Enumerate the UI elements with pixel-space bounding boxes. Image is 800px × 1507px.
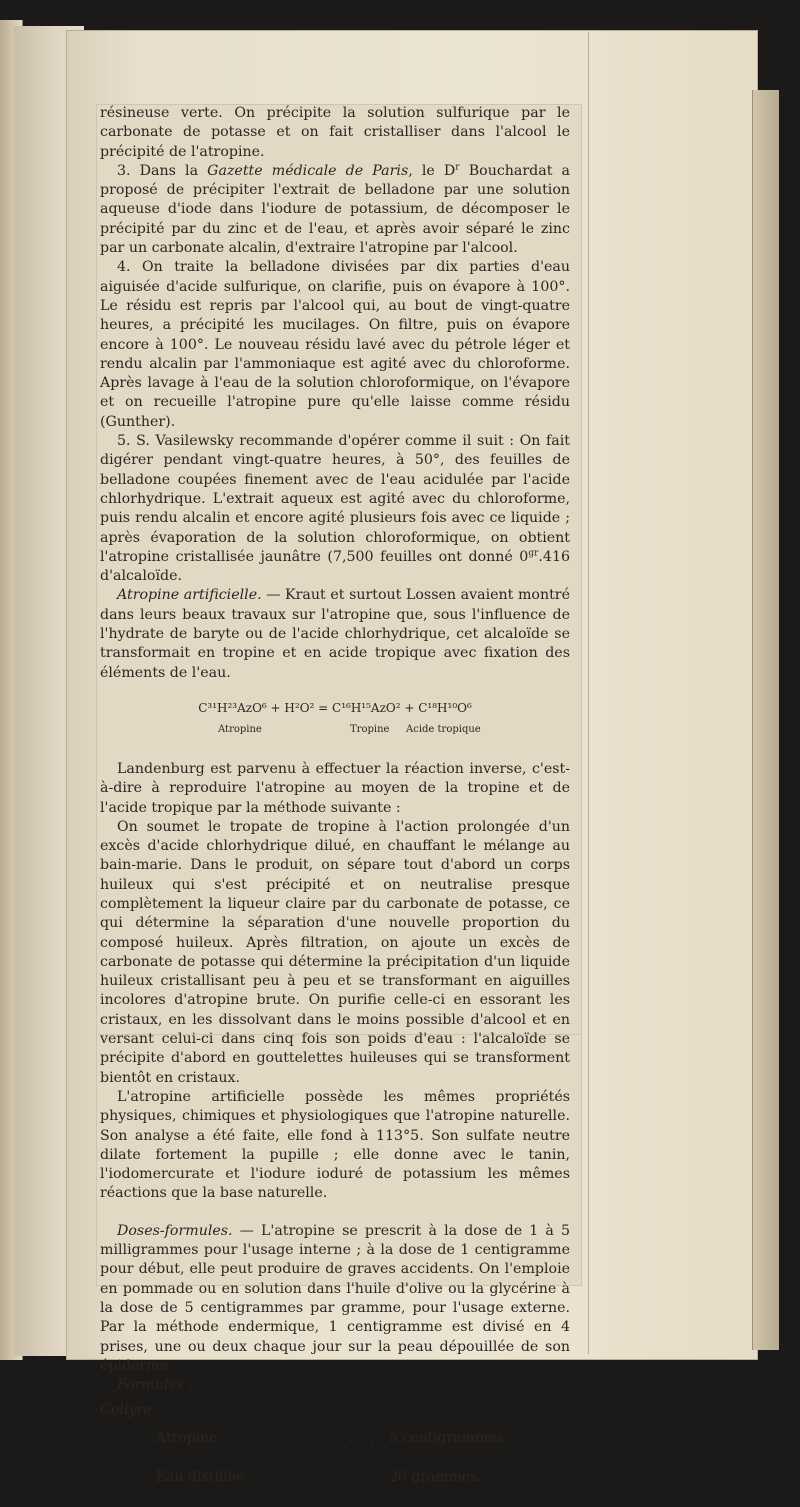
label-tropine: Tropine bbox=[350, 723, 390, 735]
section-heading-doses: Doses-formules. bbox=[117, 1222, 233, 1239]
label-acide-tropique: Acide tropique bbox=[406, 723, 481, 735]
chemical-equation: C³¹H²³AzO⁶ + H²O² = C¹⁶H¹⁵AzO² + C¹⁸H¹⁰O⁶ bbox=[198, 700, 472, 715]
label-atropine: Atropine bbox=[218, 723, 262, 735]
paragraph-3: 4. On traite la belladone divisées par dix parties d'eau aiguisée d'acide sulfurique, on clarifie, puis on évapore à 100°. Le résidu est repris par l'alcool qui, au bout de vingt-quatre heures, a précipité les mucilages. On filtre, puis on évapore encore à 100°. Le nouveau résidu lavé avec du pétrole léger et rendu alcalin par l'ammoniaque est agité avec du chloroforme. Après lavage à l'eau de la solution chloroformique, on l'évapore et on recueille l'atropine pure qu'elle laisse comme résidu (Gunther). bbox=[100, 259, 570, 430]
paragraph-4: 5. S. Vasilewsky recommande d'opérer comme il suit : On fait digérer pendant vingt-quatre heures, à 50°, des feuilles de belladone coupées finement avec de l'eau acidulée par l'acide chlorhydrique. L'extrait aqueux est agité avec du chloroforme, puis rendu alcalin et encore agité plusieurs fois avec ce liquide ; après évaporation de la solution chloroformique, on obtient l'atropine cristallisée jaunâtre (7,500 feuilles ont donné $0^{gr}.416$ d'alcaloïde. bbox=[100, 433, 570, 585]
paragraph-doses: Doses-formules. — L'atropine se prescrit à la dose de 1 à 5 milligrammes pour l'usage interne ; à la dose de 1 centigramme pour début, elle peut produire de graves accidents. On l'emploie en pommade ou en solution dans l'huile d'olive ou la glycérine à la dose de 5 centigrammes par gramme, pour l'usage externe. Par la méthode endermique, 1 centigramme est divisé en 4 prises, une ou deux chaque jour sur la peau dépouillée de son épiderme. bbox=[100, 1222, 570, 1374]
recipe-row: Atropine . . . . . . . 5 centigrammes. bbox=[156, 1429, 509, 1466]
paragraph-1: résineuse verte. On précipite la solution sulfurique par le carbonate de potasse et on fait cristalliser dans l'alcool le précipité de l'atropine. bbox=[100, 105, 570, 160]
paragraph-procedure: On soumet le tropate de tropine à l'action prolongée d'un excès d'acide chlorhydrique dilué, en chauffant le mélange au bain-marie. Dans le produit, on sépare tout d'abord un corps huileux qui s'est précipité et on neutralise presque complètement la liqueur claire par du carbonate de potasse, ce qui détermine la séparation d'une nouvelle proportion du composé huileux. Après filtration, on ajoute un excès de carbonate de potasse qui détermine la précipitation d'un liquide huileux cristallisant peu à peu et se transformant en aiguilles incolores d'atropine brute. On purifie celle-ci en essorant les cristaux, en les dissolvant dans le moins possible d'alcool et en versant celui-ci dans cinq fois son poids d'eau : l'alcaloïde se précipite d'abord en gouttelettes huileuses qui se transforment bientôt en cristaux. bbox=[100, 818, 570, 1086]
equation-labels bbox=[100, 720, 570, 734]
recipe-row: Eau distillée . . . . . . 20 grammes. bbox=[156, 1468, 482, 1505]
formules-label: Formules : bbox=[117, 1377, 194, 1394]
journal-title: Gazette médicale de Paris bbox=[207, 162, 409, 179]
page-fold-line bbox=[588, 32, 589, 1354]
recipe-title: Collyre. bbox=[100, 1402, 157, 1419]
paragraph-2: 3. Dans la Gazette médicale de Paris, le $D^r$ Bouchardat a proposé de précipiter l'extrait de belladone par une solution aqueuse d'iode dans l'iodure de potassium, de décomposer le précipité par du zinc et de l'eau, et après avoir séparé le zinc par un carbonate alcalin, d'extraire l'atropine par l'alcool. bbox=[100, 162, 570, 257]
page-text bbox=[100, 104, 570, 1507]
section-heading-artificielle: Atropine artificielle. bbox=[117, 587, 262, 604]
page-stack-edge bbox=[752, 90, 779, 1350]
paragraph-properties: L'atropine artificielle possède les mêmes propriétés physiques, chimiques et physiologiques que l'atropine naturelle. Son analyse a été faite, elle fond à 113°5. Son sulfate neutre dilate fortement la pupille ; elle donne avec le tanin, l'iodomercurate et l'iodure ioduré de potassium les mêmes réactions que la base naturelle. bbox=[100, 1088, 570, 1202]
paragraph-atropine-artificielle: Atropine artificielle. — Kraut et surtout Lossen avaient montré dans leurs beaux travaux sur l'atropine que, sous l'influence de l'hydrate de baryte ou de l'acide chlorhydrique, cet alcaloïde se transformait en tropine et en acide tropique avec fixation des éléments de l'eau. bbox=[100, 587, 570, 681]
paragraph-landenburg: Landenburg est parvenu à effectuer la réaction inverse, c'est-à-dire à reproduire l'atropine au moyen de la tropine et de l'acide tropique par la méthode suivante : bbox=[100, 760, 570, 816]
